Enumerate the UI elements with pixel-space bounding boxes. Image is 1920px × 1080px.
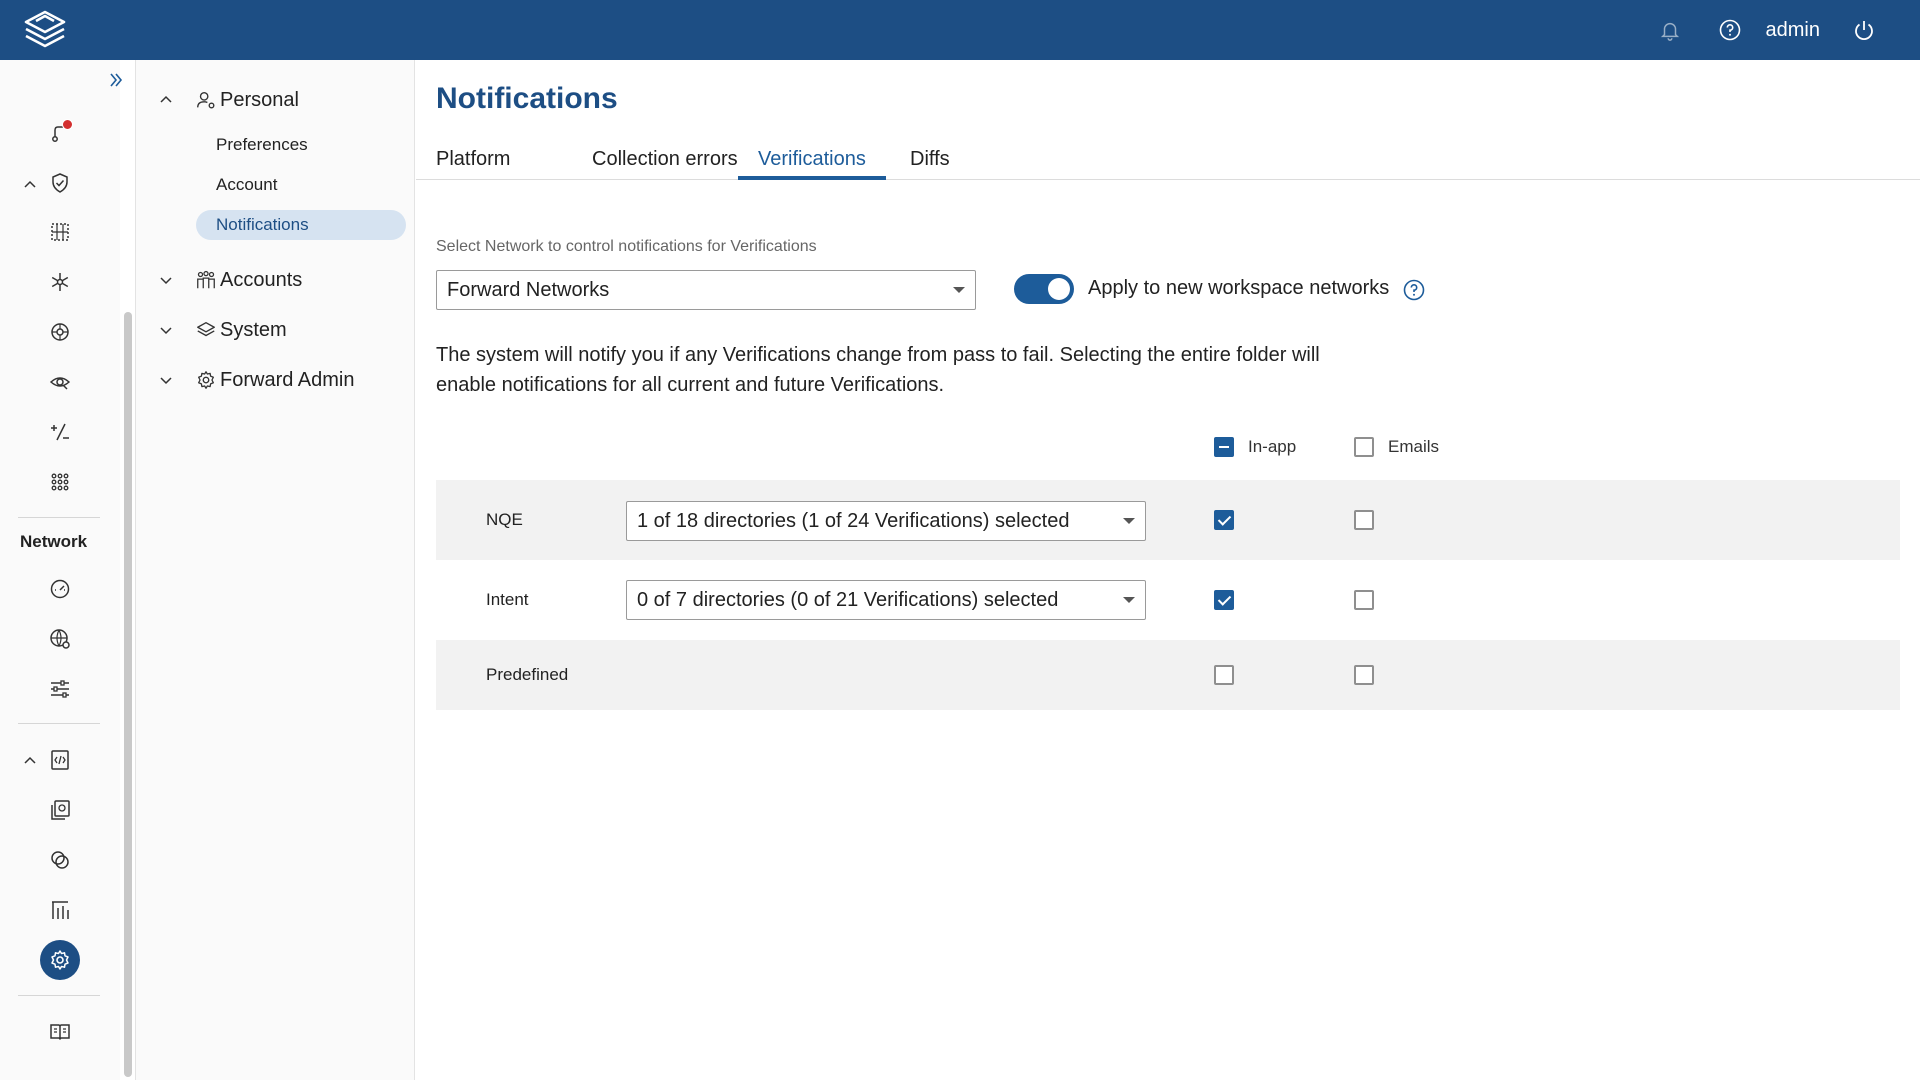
- forward-logo-icon[interactable]: [18, 8, 72, 52]
- nav-group-personal[interactable]: [136, 82, 416, 118]
- nav-group-label: Forward Admin: [220, 368, 355, 391]
- book-icon[interactable]: [40, 1011, 80, 1051]
- code-file-icon[interactable]: [40, 740, 80, 780]
- help-circle-icon[interactable]: [1700, 0, 1760, 60]
- toggle-knob: [1048, 278, 1070, 300]
- toggle-label: Apply to new workspace networks: [1088, 277, 1390, 299]
- network-select-label: Select Network to control notifications for Verifications: [436, 238, 817, 255]
- user-name[interactable]: admin: [1765, 18, 1820, 41]
- rail-divider: [18, 723, 100, 724]
- emails-checkbox[interactable]: [1354, 665, 1374, 685]
- table-row: [436, 640, 1900, 710]
- nav-group-label: Accounts: [220, 268, 303, 291]
- row-label: Intent: [486, 590, 529, 609]
- directory-select[interactable]: [626, 580, 1146, 620]
- caret-down-icon: [1123, 597, 1135, 603]
- expand-rail-icon[interactable]: [104, 68, 128, 92]
- snowflake-icon[interactable]: [40, 262, 80, 302]
- chevron-down-icon: [156, 370, 176, 390]
- nav-group-label: Personal: [220, 88, 299, 111]
- inapp-checkbox[interactable]: [1214, 665, 1234, 685]
- page-title: Notifications: [436, 82, 618, 115]
- icon-rail: [0, 60, 120, 1080]
- row-label: Predefined: [486, 665, 569, 684]
- help-circle-icon[interactable]: [1402, 278, 1426, 302]
- nav-item-account[interactable]: Account: [216, 175, 278, 194]
- network-target-icon[interactable]: [40, 312, 80, 352]
- tab-diffs[interactable]: Diffs: [910, 147, 950, 170]
- row-label: NQE: [486, 510, 523, 529]
- bell-icon[interactable]: [1640, 0, 1700, 60]
- emails-column-header: [1354, 434, 1439, 460]
- user-settings-icon: [194, 88, 218, 112]
- power-icon[interactable]: [1834, 0, 1894, 60]
- nav-group-accounts[interactable]: [136, 262, 416, 298]
- rings-icon[interactable]: [40, 840, 80, 880]
- emails-checkbox[interactable]: [1354, 510, 1374, 530]
- inapp-select-all-checkbox[interactable]: [1214, 437, 1234, 457]
- shield-check-icon[interactable]: [40, 163, 80, 203]
- users-group-icon: [194, 268, 218, 292]
- gear-icon: [194, 368, 218, 392]
- nav-group-forward-admin[interactable]: [136, 362, 416, 398]
- tab-platform[interactable]: Platform: [436, 147, 511, 170]
- path-icon[interactable]: [40, 113, 80, 153]
- rail-divider: [18, 517, 100, 518]
- library-icon[interactable]: [40, 790, 80, 830]
- grid-dots-icon[interactable]: [40, 212, 80, 252]
- tab-bar: [416, 138, 1920, 180]
- settings-nav: [135, 60, 415, 1080]
- notification-badge: [62, 119, 73, 130]
- tab-verifications[interactable]: Verifications: [738, 138, 886, 180]
- chevron-down-icon: [156, 270, 176, 290]
- nav-item-preferences[interactable]: Preferences: [216, 135, 308, 154]
- description-text: The system will notify you if any Verifications change from pass to fail. Selecting the entire folder will enable notifications for all current and future Verifications.: [436, 344, 1320, 396]
- nav-item-notifications[interactable]: Notifications: [196, 210, 406, 240]
- table-row: [436, 560, 1900, 640]
- chevron-down-icon: [156, 320, 176, 340]
- emails-checkbox[interactable]: [1354, 590, 1374, 610]
- nav-group-system[interactable]: [136, 312, 416, 348]
- layers-icon: [194, 318, 218, 342]
- directory-select-value: 1 of 18 directories (1 of 24 Verifications) selected: [637, 509, 1070, 532]
- network-select[interactable]: [436, 270, 976, 310]
- gear-icon[interactable]: [40, 940, 80, 980]
- emails-select-all-checkbox[interactable]: [1354, 437, 1374, 457]
- apply-new-networks-toggle[interactable]: [1014, 274, 1074, 304]
- nav-group-label: System: [220, 318, 287, 341]
- globe-settings-icon[interactable]: [40, 619, 80, 659]
- inapp-checkbox[interactable]: [1214, 590, 1234, 610]
- directory-select-value: 0 of 7 directories (0 of 21 Verifications) selected: [637, 588, 1059, 611]
- rail-section-label: Network: [20, 532, 88, 551]
- emails-column-label: Emails: [1388, 437, 1440, 456]
- table-row: [436, 480, 1900, 560]
- inapp-column-header: [1214, 434, 1296, 460]
- rail-scrollbar[interactable]: [124, 312, 132, 1077]
- chart-board-icon[interactable]: [40, 890, 80, 930]
- chevron-up-icon[interactable]: [20, 175, 40, 195]
- sliders-icon[interactable]: [40, 669, 80, 709]
- plus-minus-icon[interactable]: [40, 412, 80, 452]
- caret-down-icon: [1123, 518, 1135, 524]
- topbar-actions: [1640, 0, 1894, 60]
- rail-divider: [18, 995, 100, 996]
- caret-down-icon: [953, 287, 965, 293]
- inapp-checkbox[interactable]: [1214, 510, 1234, 530]
- top-bar: [0, 0, 1920, 60]
- dashboard-gauge-icon[interactable]: [40, 569, 80, 609]
- inapp-column-label: In-app: [1248, 437, 1297, 456]
- apps-grid-icon[interactable]: [40, 462, 80, 502]
- tab-collection-errors[interactable]: Collection errors: [592, 147, 738, 170]
- eye-search-icon[interactable]: [40, 362, 80, 402]
- main-content: [416, 60, 1920, 1080]
- network-select-value: Forward Networks: [447, 278, 610, 301]
- chevron-up-icon: [156, 90, 176, 110]
- directory-select[interactable]: [626, 501, 1146, 541]
- chevron-up-icon[interactable]: [20, 751, 40, 771]
